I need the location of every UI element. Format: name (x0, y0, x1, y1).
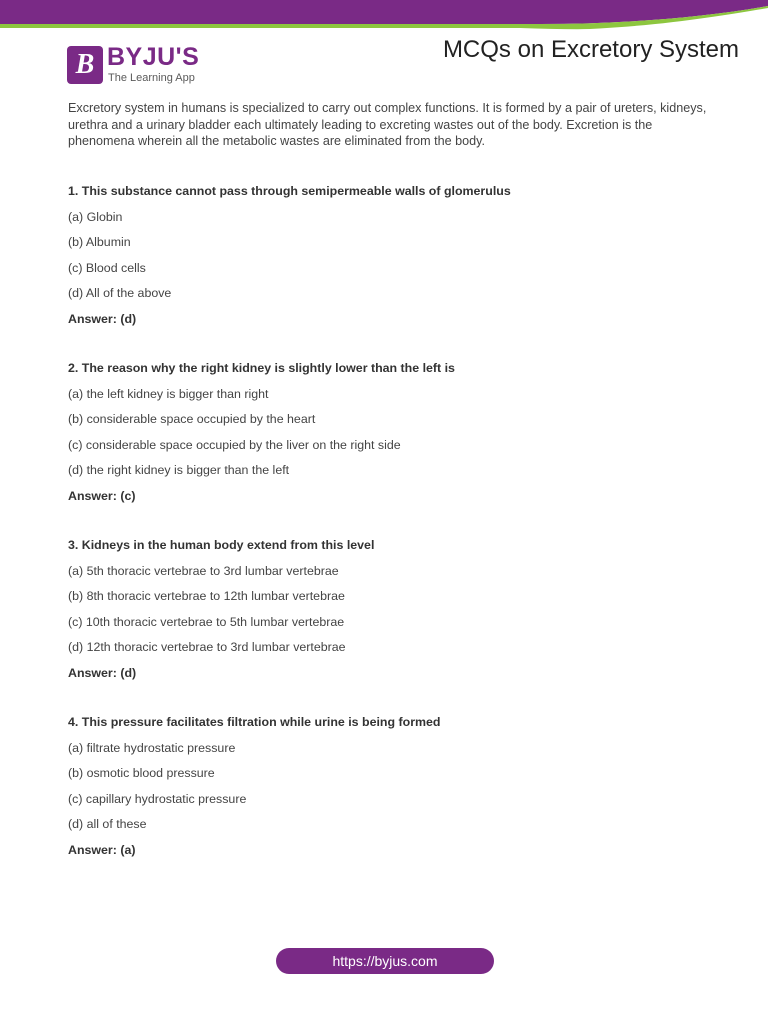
answer: Answer: (c) (68, 488, 136, 503)
option-a: (a) Globin (68, 210, 123, 224)
question-text: 3. Kidneys in the human body extend from this level (68, 538, 375, 552)
answer: Answer: (d) (68, 665, 137, 680)
logo-wordmark: BYJU'S (107, 43, 200, 71)
option-b: (b) osmotic blood pressure (68, 766, 215, 781)
option-b: (b) 8th thoracic vertebrae to 12th lumbar vertebrae (68, 589, 345, 604)
option-d: (d) All of the above (68, 286, 172, 301)
intro-paragraph: Excretory system in humans is specialized to carry out complex functions. It is formed by a pair of ureters, kidneys, urethra and a urinary bladder each ultimately leading to excreting wastes out of the body. Excretion is the phenomena wherein all the metabolic wastes are eliminated from the body. (68, 101, 707, 148)
option-c: (c) capillary hydrostatic pressure (68, 791, 247, 806)
logo-tagline: The Learning App (108, 72, 195, 84)
question-3 (68, 537, 718, 681)
option-c: (c) 10th thoracic vertebrae to 5th lumbar vertebrae (68, 614, 345, 629)
logo-mark: B (67, 46, 103, 84)
option-b: (b) considerable space occupied by the heart (68, 412, 316, 427)
option-c: (c) Blood cells (68, 260, 146, 275)
page-title: MCQs on Excretory System (442, 36, 739, 63)
question-text: 4. This pressure facilitates filtration while urine is being formed (68, 715, 441, 729)
footer-url-link[interactable]: https://byjus.com (276, 948, 494, 974)
header-decoration (0, 0, 768, 30)
byjus-logo (67, 45, 207, 87)
option-d: (d) 12th thoracic vertebrae to 3rd lumbar vertebrae (68, 640, 346, 655)
option-c: (c) considerable space occupied by the liver on the right side (68, 437, 401, 452)
option-d: (d) all of these (68, 817, 147, 832)
question-text: 2. The reason why the right kidney is slightly lower than the left is (68, 361, 455, 375)
question-2 (68, 360, 718, 504)
answer: Answer: (a) (68, 842, 136, 857)
option-a: (a) 5th thoracic vertebrae to 3rd lumbar vertebrae (68, 564, 339, 578)
option-a: (a) the left kidney is bigger than right (68, 387, 269, 401)
option-a: (a) filtrate hydrostatic pressure (68, 741, 236, 755)
question-text: 1. This substance cannot pass through semipermeable walls of glomerulus (68, 184, 511, 198)
option-d: (d) the right kidney is bigger than the left (68, 463, 290, 478)
answer: Answer: (d) (68, 311, 137, 326)
question-4 (68, 714, 718, 858)
option-b: (b) Albumin (68, 235, 131, 250)
question-1 (68, 183, 718, 327)
